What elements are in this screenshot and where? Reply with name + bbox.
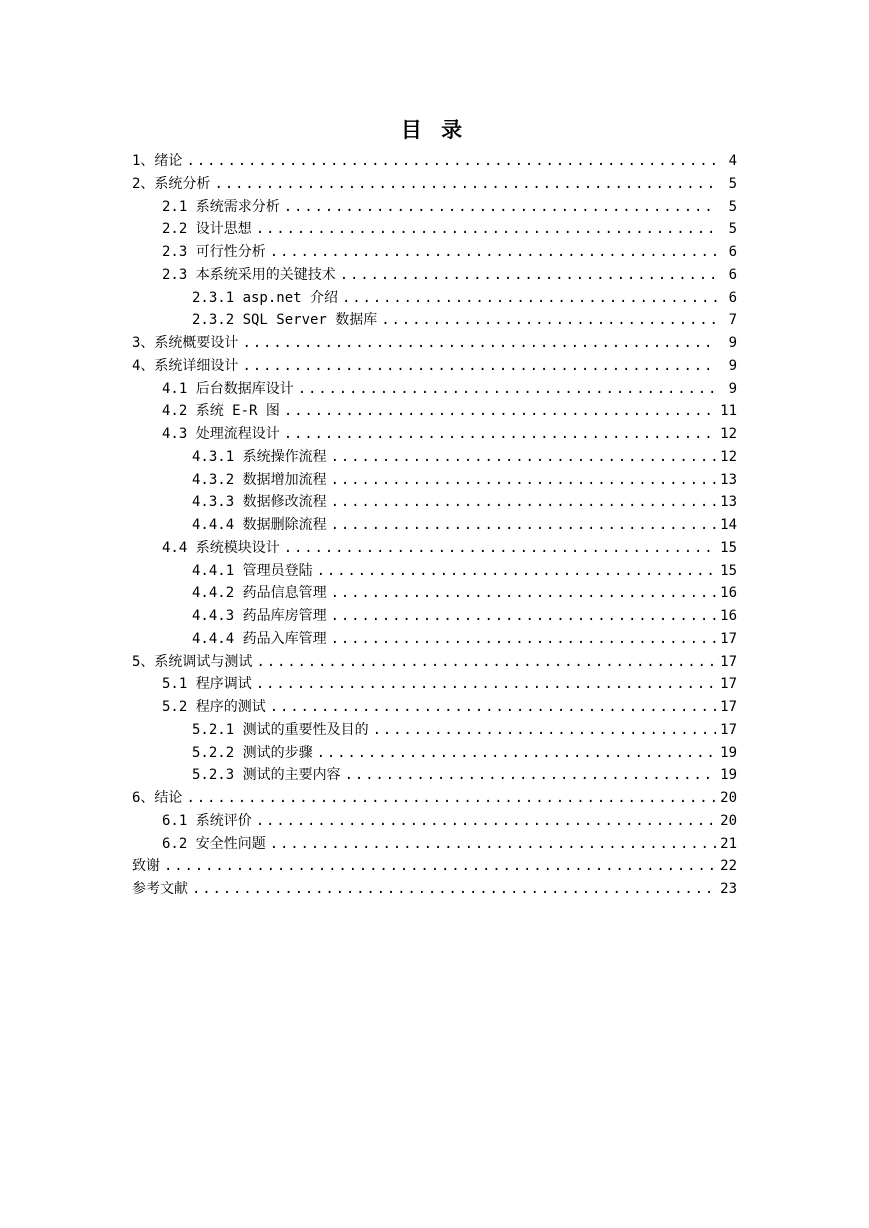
- toc-entry-label: 4.4.3 药品库房管理: [192, 608, 327, 624]
- toc-entry-page-number: 17: [720, 676, 737, 693]
- toc-entry-label: 2.3 本系统采用的关键技术: [162, 266, 336, 283]
- toc-entry-page-number: 9: [728, 380, 737, 397]
- toc-entry[interactable]: [132, 878, 737, 901]
- toc-entry-label: 3、系统概要设计: [132, 335, 239, 351]
- toc-entry-page-number: 20: [720, 812, 737, 829]
- toc-entry-page-number: 23: [720, 881, 737, 897]
- toc-entry-label: 4.3 处理流程设计: [162, 426, 280, 442]
- toc-entry-page-number: 5: [728, 175, 737, 192]
- dot-leader: [331, 514, 717, 537]
- toc-entry-page-number: 17: [720, 630, 737, 647]
- toc-entry-label: 2.1 系统需求分析: [162, 198, 280, 215]
- toc-entry-label: 2、系统分析: [132, 175, 211, 192]
- dot-leader: [381, 309, 717, 332]
- toc-entry[interactable]: [132, 218, 737, 241]
- toc-entry[interactable]: [132, 764, 737, 787]
- dot-leader: [345, 764, 717, 787]
- dot-leader: [317, 560, 717, 583]
- dot-leader: [342, 287, 717, 310]
- dot-leader: [284, 423, 716, 446]
- toc-entry[interactable]: [132, 742, 737, 765]
- toc-entry-label: 4.4.4 药品入库管理: [192, 630, 327, 647]
- toc-entry-label: 4.4.1 管理员登陆: [192, 562, 313, 579]
- toc-entry-label: 参考文献: [132, 881, 188, 897]
- dot-leader: [284, 537, 716, 560]
- toc-entry[interactable]: [132, 173, 737, 196]
- toc-entry[interactable]: [132, 582, 737, 605]
- toc-entry-label: 致谢: [132, 858, 160, 875]
- toc-entry[interactable]: [132, 605, 737, 628]
- dot-leader: [298, 378, 717, 401]
- toc-entry-label: 2.2 设计思想: [162, 221, 252, 238]
- toc-entry-label: 4.4 系统模块设计: [162, 539, 280, 556]
- toc-entry-label: 5.2.2 测试的步骤: [192, 744, 313, 761]
- dot-leader: [284, 400, 716, 423]
- toc-entry-label: 6.1 系统评价: [162, 812, 252, 829]
- toc-entry-label: 4.2 系统 E-R 图: [162, 403, 280, 420]
- toc-entry-page-number: 17: [720, 699, 737, 715]
- dot-leader: [186, 150, 717, 173]
- dot-leader: [186, 787, 716, 810]
- toc-entry-page-number: 13: [720, 494, 737, 511]
- toc-entry[interactable]: [132, 446, 737, 469]
- toc-entry-label: 2.3 可行性分析: [162, 244, 266, 260]
- table-of-contents: [132, 150, 737, 901]
- toc-entry-page-number: 17: [720, 721, 737, 738]
- toc-entry-label: 2.3.2 SQL Server 数据库: [192, 312, 378, 329]
- toc-entry[interactable]: [132, 537, 737, 560]
- toc-entry[interactable]: [132, 696, 737, 719]
- dot-leader: [331, 582, 717, 605]
- toc-entry[interactable]: [132, 673, 737, 696]
- toc-entry-page-number: 16: [720, 608, 737, 624]
- toc-entry-label: 4.4.4 数据删除流程: [192, 517, 327, 533]
- toc-entry-label: 4.3.3 数据修改流程: [192, 494, 327, 511]
- toc-entry[interactable]: [132, 423, 737, 446]
- dot-leader: [192, 878, 716, 901]
- toc-entry-page-number: 4: [728, 153, 737, 169]
- dot-leader: [373, 719, 717, 742]
- toc-entry-page-number: 16: [720, 585, 737, 602]
- toc-entry-label: 5.2.1 测试的重要性及目的: [192, 721, 369, 738]
- toc-entry-page-number: 21: [720, 835, 737, 852]
- toc-entry-page-number: 5: [728, 221, 737, 238]
- toc-entry[interactable]: [132, 196, 737, 219]
- dot-leader: [164, 855, 716, 878]
- toc-entry[interactable]: [132, 491, 737, 514]
- toc-entry[interactable]: [132, 651, 737, 674]
- toc-entry[interactable]: [132, 833, 737, 856]
- dot-leader: [331, 469, 717, 492]
- toc-entry[interactable]: [132, 514, 737, 537]
- toc-entry-label: 6、结论: [132, 790, 183, 806]
- toc-entry-page-number: 20: [720, 790, 737, 806]
- toc-entry[interactable]: [132, 309, 737, 332]
- dot-leader: [242, 332, 717, 355]
- toc-entry-page-number: 6: [728, 266, 737, 283]
- toc-entry-page-number: 14: [720, 517, 737, 533]
- toc-entry-label: 4.3.2 数据增加流程: [192, 471, 327, 488]
- toc-entry-page-number: 12: [720, 426, 737, 442]
- dot-leader: [270, 696, 716, 719]
- toc-entry-page-number: 13: [720, 471, 737, 488]
- toc-entry-page-number: 5: [728, 198, 737, 215]
- dot-leader: [331, 491, 717, 514]
- dot-leader: [317, 742, 717, 765]
- dot-leader: [270, 241, 717, 264]
- dot-leader: [256, 651, 716, 674]
- toc-entry-label: 2.3.1 asp.net 介绍: [192, 289, 339, 306]
- dot-leader: [242, 355, 717, 378]
- dot-leader: [284, 196, 717, 219]
- toc-entry-page-number: 19: [720, 744, 737, 761]
- toc-entry-page-number: 11: [720, 403, 737, 420]
- dot-leader: [331, 628, 717, 651]
- toc-entry[interactable]: [132, 400, 737, 423]
- toc-entry-page-number: 15: [720, 562, 737, 579]
- dot-leader: [340, 264, 717, 287]
- toc-entry-page-number: 6: [728, 244, 737, 260]
- toc-entry[interactable]: [132, 264, 737, 287]
- toc-entry[interactable]: [132, 287, 737, 310]
- toc-entry-page-number: 12: [720, 448, 737, 465]
- dot-leader: [214, 173, 717, 196]
- toc-entry[interactable]: [132, 150, 737, 173]
- toc-title: 目 录: [400, 117, 469, 142]
- toc-entry[interactable]: [132, 787, 737, 810]
- dot-leader: [256, 810, 716, 833]
- dot-leader: [331, 605, 717, 628]
- toc-entry-page-number: 6: [728, 289, 737, 306]
- toc-entry[interactable]: [132, 241, 737, 264]
- toc-entry[interactable]: [132, 378, 737, 401]
- toc-entry-page-number: 19: [720, 767, 737, 784]
- toc-entry-label: 5、系统调试与测试: [132, 653, 253, 670]
- toc-entry-page-number: 9: [728, 335, 737, 351]
- toc-entry-label: 4.4.2 药品信息管理: [192, 585, 327, 602]
- toc-entry-label: 1、绪论: [132, 153, 183, 169]
- toc-entry[interactable]: [132, 469, 737, 492]
- dot-leader: [256, 218, 717, 241]
- toc-entry[interactable]: [132, 355, 737, 378]
- toc-entry-page-number: 22: [720, 858, 737, 875]
- toc-entry[interactable]: [132, 810, 737, 833]
- toc-entry-label: 6.2 安全性问题: [162, 835, 266, 852]
- toc-entry[interactable]: [132, 628, 737, 651]
- toc-entry-label: 4.1 后台数据库设计: [162, 380, 294, 397]
- dot-leader: [256, 673, 716, 696]
- toc-entry-page-number: 17: [720, 653, 737, 670]
- dot-leader: [270, 833, 716, 856]
- toc-entry[interactable]: [132, 855, 737, 878]
- toc-entry[interactable]: [132, 332, 737, 355]
- toc-entry-label: 5.1 程序调试: [162, 676, 252, 693]
- toc-entry-page-number: 9: [728, 357, 737, 374]
- toc-entry-label: 4、系统详细设计: [132, 357, 239, 374]
- toc-entry-label: 4.3.1 系统操作流程: [192, 448, 327, 465]
- dot-leader: [331, 446, 717, 469]
- toc-entry-label: 5.2.3 测试的主要内容: [192, 767, 341, 784]
- toc-entry[interactable]: [132, 560, 737, 583]
- toc-entry-label: 5.2 程序的测试: [162, 699, 266, 715]
- toc-entry-page-number: 15: [720, 539, 737, 556]
- toc-entry[interactable]: [132, 719, 737, 742]
- toc-entry-page-number: 7: [728, 312, 737, 329]
